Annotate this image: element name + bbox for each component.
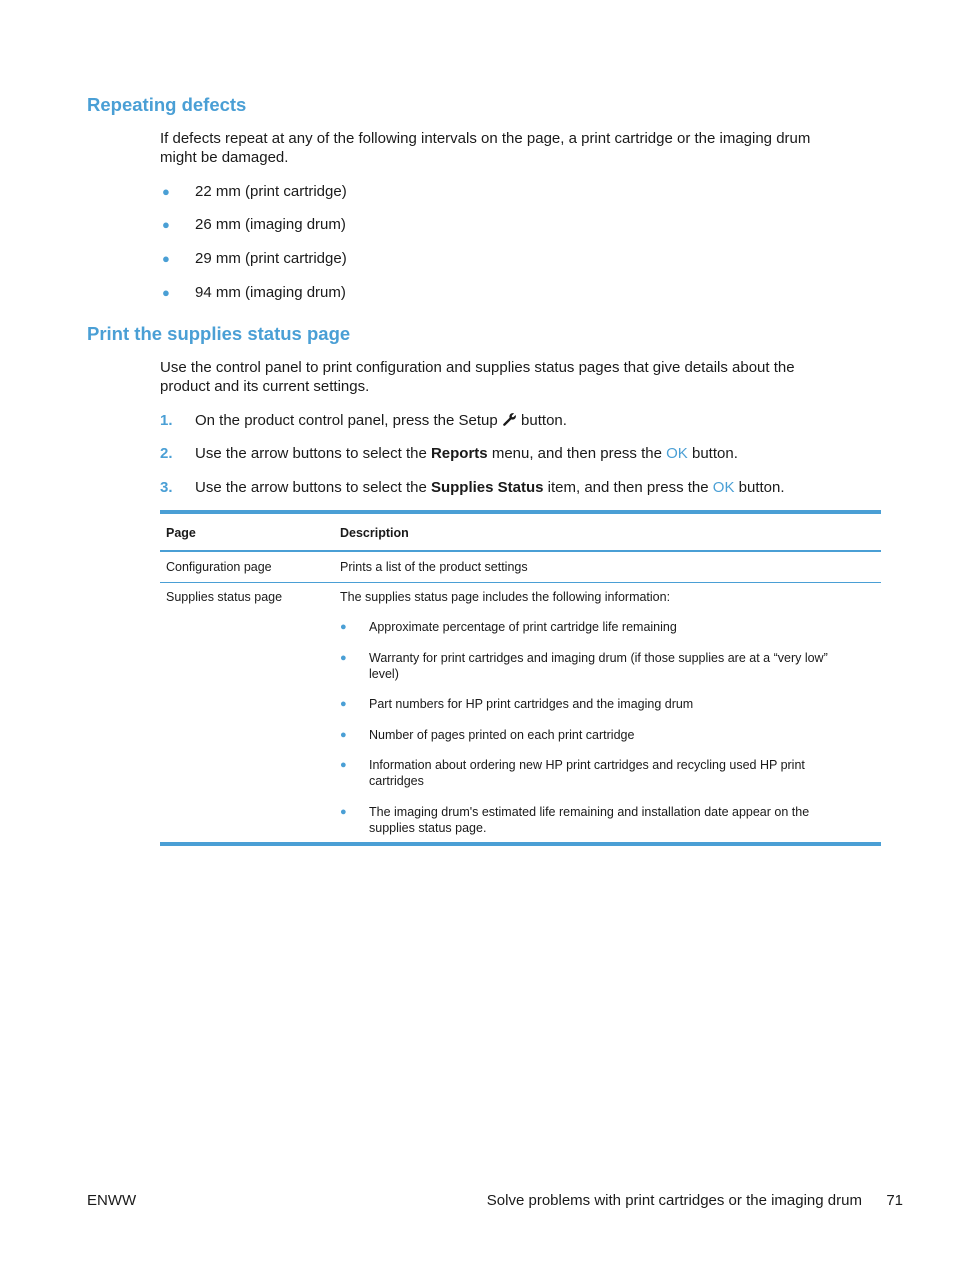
table-header-page: Page: [166, 526, 196, 540]
footer-right: [487, 1192, 903, 1209]
bullet-icon: ●: [340, 806, 347, 818]
bullet-icon: ●: [340, 729, 347, 741]
step-number: 2.: [160, 445, 173, 462]
footer-chapter-title: Solve problems with print cartridges or the imaging drum: [486, 1192, 862, 1209]
bullet-icon: ●: [340, 652, 347, 664]
section-heading-print-supplies-status: Print the supplies status page: [87, 323, 351, 344]
list-item: ● The imaging drum's estimated life remaining and installation date appear on the supplies status page.: [340, 805, 810, 835]
step-2: [160, 444, 738, 463]
bullet-icon: ●: [162, 217, 170, 232]
bullet-icon: ●: [340, 698, 347, 710]
step-3: [160, 478, 785, 497]
bullet-icon: ●: [162, 251, 170, 266]
page-number: 71: [886, 1192, 903, 1209]
ok-button-label: OK: [666, 445, 688, 462]
step-text: Use the arrow buttons to select the Supplies Status item, and then press the OK button.: [195, 479, 785, 496]
footer-left: ENWW: [87, 1192, 137, 1209]
supplies-pages-table: [160, 510, 881, 846]
table-bottom-rule: [160, 842, 881, 846]
ok-button-label: OK: [712, 479, 735, 496]
table-row: Configuration page Prints a list of the product settings: [166, 560, 528, 574]
list-item: ● Warranty for print cartridges and imaging drum (if those supplies are at a “very low” level): [340, 651, 828, 681]
step-1: [160, 411, 567, 430]
bullet-icon: ●: [162, 285, 170, 300]
list-item: ● Approximate percentage of print cartridge life remaining: [340, 620, 677, 634]
table-header-row: [160, 514, 881, 550]
step-number: 3.: [160, 479, 173, 496]
bullet-icon: ●: [340, 759, 347, 771]
supplies-info-list: [340, 619, 881, 836]
table-row: Supplies status page The supplies status page includes the following information: ● Approximate percentage of print cartridge life remaining ● Warranty for print cartridges and imaging drum (if those supplies are at a “very low” level) ● Part numbers for HP print cartridges and the imaging drum ● Number of pages printed on each print cartridge ● Information about ordering new HP print cartridges and recycling used HP print cartridges ● The imaging drum's estimated life remaining and installation date appear on the supplies status page.: [160, 583, 881, 842]
repeating-defects-intro: If defects repeat at any of the following intervals on the page, a print cartridge or the imaging drum might be damaged.: [160, 130, 811, 166]
bullet-icon: ●: [340, 621, 347, 633]
wrench-icon: [502, 412, 517, 427]
list-item: ● Information about ordering new HP print cartridges and recycling used HP print cartridges: [340, 758, 805, 788]
list-item: ● Number of pages printed on each print cartridge: [340, 728, 635, 742]
list-item: ● Part numbers for HP print cartridges and the imaging drum: [340, 697, 694, 711]
bullet-icon: ●: [162, 184, 170, 199]
section-heading-repeating-defects: Repeating defects: [87, 94, 247, 115]
supplies-status-intro: Use the control panel to print configuration and supplies status pages that give details about the product and its current settings.: [160, 359, 795, 395]
table-header-description: Description: [340, 526, 409, 540]
step-text: On the product control panel, press the Setup button.: [195, 412, 567, 429]
step-text: Use the arrow buttons to select the Reports menu, and then press the OK button.: [195, 445, 738, 462]
step-number: 1.: [160, 412, 173, 429]
